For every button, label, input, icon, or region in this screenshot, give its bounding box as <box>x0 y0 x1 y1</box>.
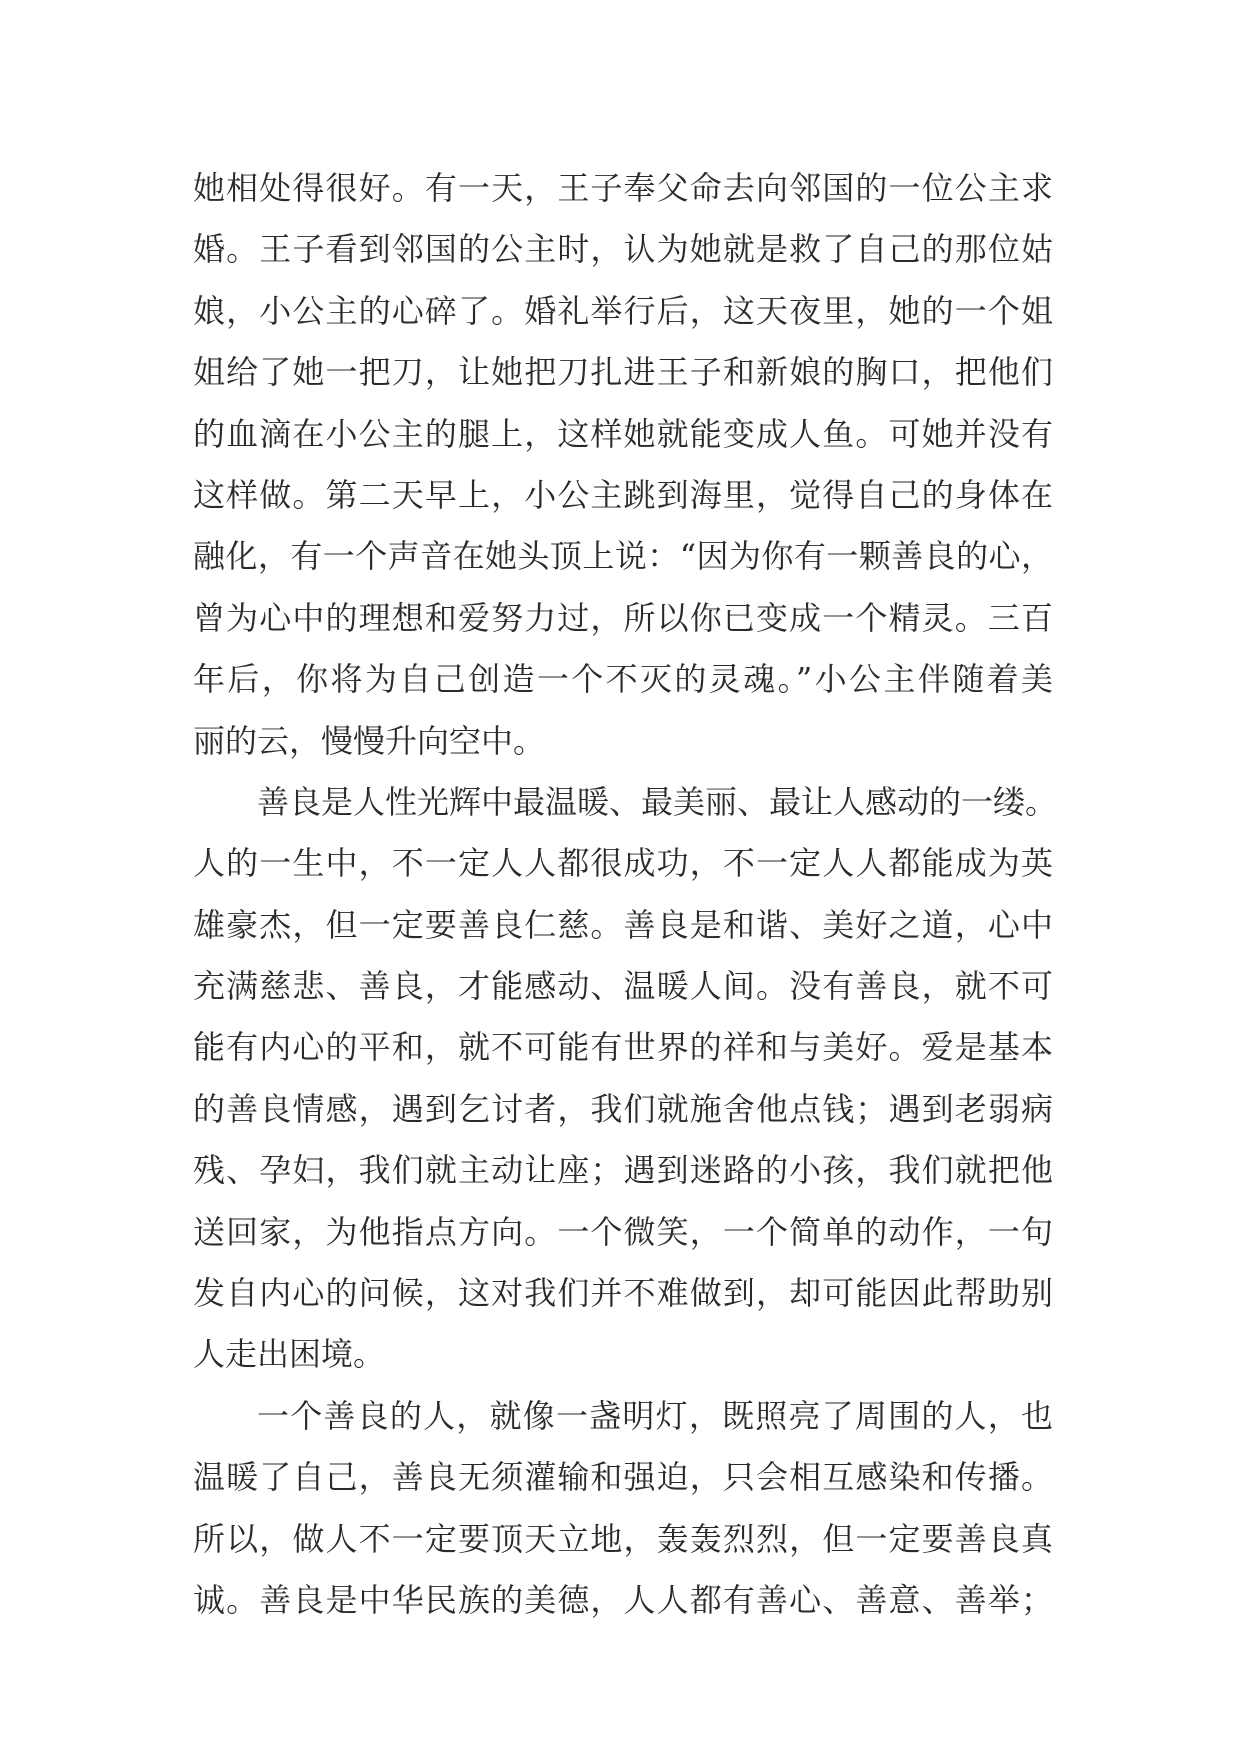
text-line: 她相处得很好。有一天，王子奉父命去向邻国的一位公主求 <box>193 169 1053 207</box>
text-line: 温暖了自己，善良无须灌输和强迫，只会相互感染和传播。 <box>193 1458 1053 1497</box>
text-line: 融化，有一个声音在她头顶上说：“因为你有一颗善良的心， <box>193 537 1053 576</box>
text-line: 诚。善良是中华民族的美德，人人都有善心、善意、善举； <box>193 1580 1053 1619</box>
text-line: 充满慈悲、善良，才能感动、温暖人间。没有善良，就不可 <box>193 967 1053 1006</box>
document-body <box>193 158 1058 1631</box>
text-line: 婚。王子看到邻国的公主时，认为她就是救了自己的那位姑 <box>193 230 1053 269</box>
text-line: 姐给了她一把刀，让她把刀扎进王子和新娘的胸口，把他们 <box>193 353 1053 392</box>
text-line: 曾为心中的理想和爱努力过，所以你已变成一个精灵。三百 <box>193 598 1053 637</box>
text-line: 能有内心的平和，就不可能有世界的祥和与美好。爱是基本 <box>193 1028 1053 1067</box>
text-line: 所以，做人不一定要顶天立地，轰轰烈烈，但一定要善良真 <box>193 1519 1053 1558</box>
text-line: 残、孕妇，我们就主动让座；遇到迷路的小孩，我们就把他 <box>193 1151 1053 1190</box>
text-line: 一个善良的人，就像一盏明灯，既照亮了周围的人，也 <box>257 1396 1053 1435</box>
paragraph-1 <box>193 158 1053 772</box>
text-line: 的善良情感，遇到乞讨者，我们就施舍他点钱；遇到老弱病 <box>193 1089 1053 1128</box>
text-line: 人的一生中，不一定人人都很成功，不一定人人都能成为英 <box>193 844 1053 883</box>
text-line: 的血滴在小公主的腿上，这样她就能变成人鱼。可她并没有 <box>193 414 1053 453</box>
text-line: 丽的云，慢慢升向空中。 <box>193 721 546 760</box>
text-line: 发自内心的问候，这对我们并不难做到，却可能因此帮助别 <box>193 1274 1053 1313</box>
text-line: 雄豪杰，但一定要善良仁慈。善良是和谐、美好之道，心中 <box>193 905 1053 944</box>
text-line: 年后，你将为自己创造一个不灭的灵魂。”小公主伴随着美 <box>193 660 1053 699</box>
paragraph-3 <box>193 1386 1053 1632</box>
text-line: 这样做。第二天早上，小公主跳到海里，觉得自己的身体在 <box>193 475 1053 514</box>
text-line: 娘，小公主的心碎了。婚礼举行后，这天夜里，她的一个姐 <box>193 291 1053 330</box>
text-line: 善良是人性光辉中最温暖、最美丽、最让人感动的一缕。 <box>257 782 1058 821</box>
text-line: 人走出困境。 <box>193 1335 386 1374</box>
text-line: 送回家，为他指点方向。一个微笑，一个简单的动作，一句 <box>193 1212 1053 1251</box>
paragraph-2 <box>193 772 1058 1386</box>
